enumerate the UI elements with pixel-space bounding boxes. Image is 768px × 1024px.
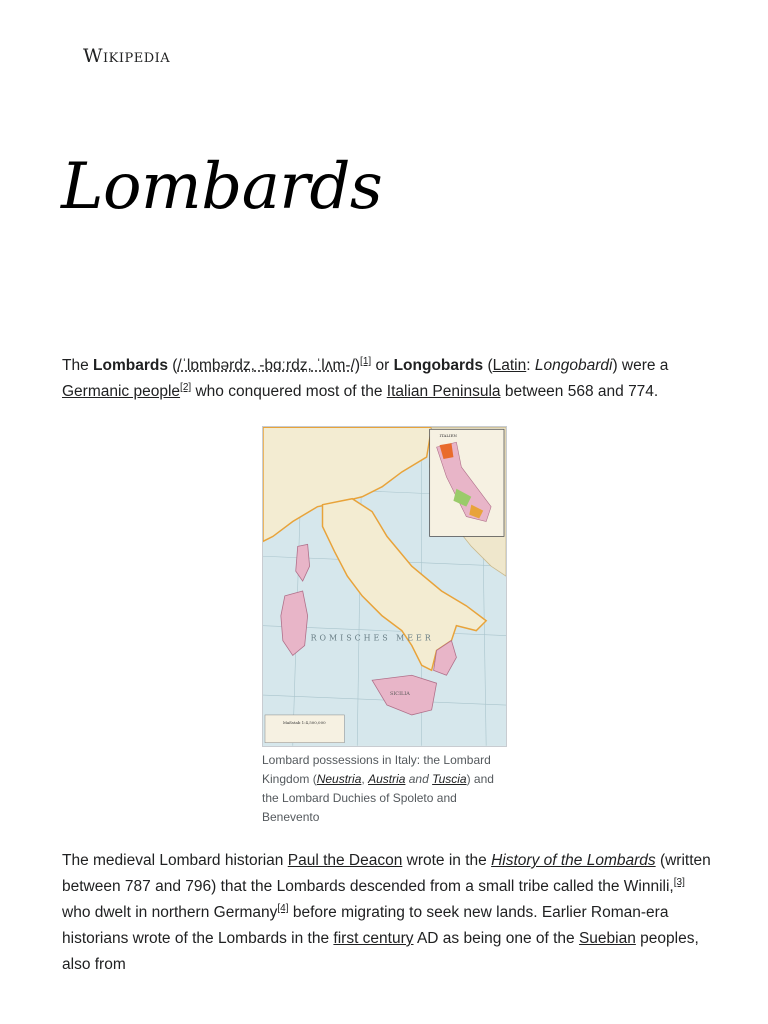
latin-name: Longobardi: [534, 357, 613, 374]
history-text: before migrating to seek new lands. Earlier Roman-era historians wrote of the Lombards in the: [62, 904, 669, 947]
italian-peninsula-link[interactable]: Italian Peninsula: [386, 383, 501, 400]
history-text: wrote in the: [402, 852, 492, 869]
history-text: who dwelt in northern Germany: [62, 904, 278, 921]
germanic-people-link[interactable]: Germanic people: [62, 383, 181, 400]
reference-link-4[interactable]: [4]: [277, 903, 289, 914]
caption-text: ,: [361, 772, 369, 786]
ipa-separator: ,: [250, 357, 255, 374]
austria-link[interactable]: Austria: [368, 772, 406, 786]
intro-text: or: [371, 357, 394, 374]
intro-text: who conquered most of the: [191, 383, 387, 400]
history-text: (written between 787 and 796) that the Lombards descended from a small tribe called the Winnili,: [62, 852, 711, 895]
bold-term-longobards: Longobards: [393, 357, 484, 374]
tuscia-link[interactable]: Tuscia: [432, 772, 467, 786]
paul-the-deacon-link[interactable]: Paul the Deacon: [287, 852, 403, 869]
intro-text: between 568 and 774.: [500, 383, 659, 400]
history-text: AD as being one of the: [413, 930, 579, 947]
intro-text: (: [167, 357, 178, 374]
map-figure: [262, 426, 507, 827]
history-text: The medieval Lombard historian: [62, 852, 288, 869]
bold-term-lombards: Lombards: [93, 357, 168, 374]
intro-text: The: [62, 357, 94, 374]
caption-text: Lombard possessions in Italy: the Lombard Kingdom (: [262, 753, 491, 786]
ipa-pronunciation-link[interactable]: /ˈlɒmbərdz: [177, 357, 251, 374]
map-legend-title: Maßstab 1:4,500,000: [282, 719, 326, 725]
ipa-pronunciation-link[interactable]: ˈlʌm-/: [311, 357, 355, 374]
caption-text: ) and the Lombard Duchies of Spoleto and Benevento: [262, 772, 494, 824]
map-caption: [262, 751, 507, 827]
italy-lombard-map-image[interactable]: [262, 426, 507, 747]
history-of-the-lombards-link[interactable]: History of the Lombards: [491, 852, 656, 869]
reference-link-1[interactable]: [1]: [360, 356, 372, 367]
intro-text: (: [483, 357, 493, 374]
history-text: peoples, also from: [62, 930, 699, 973]
ipa-pronunciation-link[interactable]: -bɑːrdz: [254, 357, 308, 374]
intro-paragraph: [62, 353, 712, 405]
suebian-link[interactable]: Suebian: [578, 930, 636, 947]
intro-text: ) were a: [612, 357, 669, 374]
intro-text: ): [354, 357, 361, 374]
reference-link-2[interactable]: [2]: [180, 382, 192, 393]
map-inset-title: ITALIEN: [439, 433, 457, 439]
intro-text: :: [526, 357, 535, 374]
caption-text: and: [405, 772, 433, 786]
neustria-link[interactable]: Neustria: [316, 772, 362, 786]
first-century-link[interactable]: first century: [333, 930, 414, 947]
page-title: Lombards: [61, 150, 383, 224]
wikipedia-wordmark[interactable]: Wikipedia: [83, 45, 171, 67]
latin-link[interactable]: Latin: [492, 357, 527, 374]
map-sea-label: ROMISCHES MEER: [310, 633, 434, 643]
reference-link-3[interactable]: [3]: [673, 877, 685, 888]
map-region-label: SICILIA: [389, 691, 410, 698]
history-paragraph: [62, 848, 712, 978]
ipa-separator: ,: [307, 357, 312, 374]
